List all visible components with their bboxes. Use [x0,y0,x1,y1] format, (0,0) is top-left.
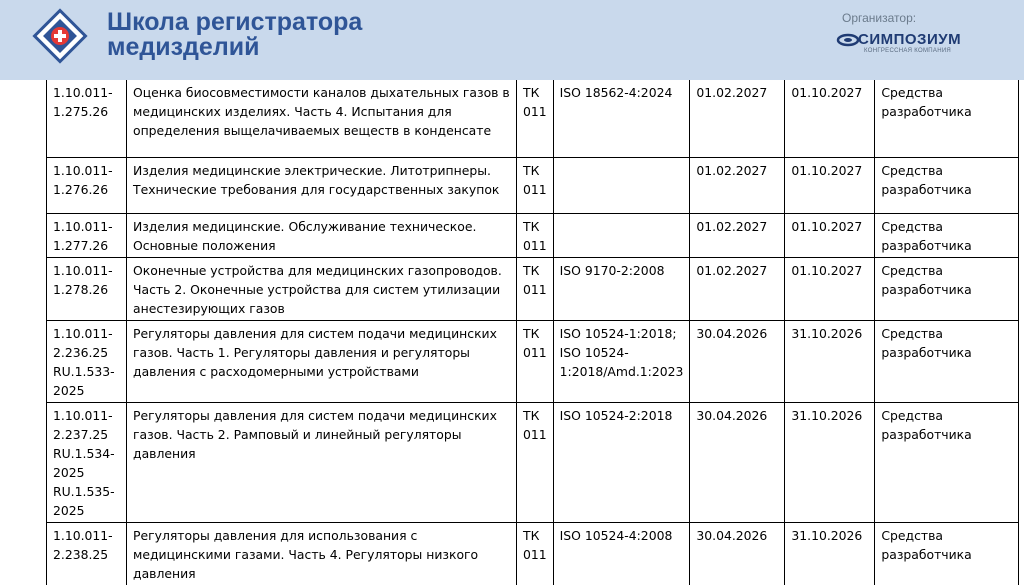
table-row [47,80,1019,157]
code-cell: 1.10.011-2.238.25 [47,522,127,585]
end-date-cell: 31.10.2026 [785,522,875,585]
start-date-cell: 30.04.2026 [690,522,785,585]
code-cell: 1.10.011-1.278.26 [47,257,127,320]
tk-cell: ТК 011 [517,522,554,585]
table-row [47,522,1019,585]
iso-cell [553,157,690,213]
table-row [47,257,1019,320]
iso-cell: ISO 10524-2:2018 [553,402,690,522]
code-cell: 1.10.011-1.277.26 [47,213,127,257]
organizer-label: Организатор: [842,11,917,25]
school-logo-icon [30,6,90,66]
title-cell: Регуляторы давления для систем подачи медицинских газов. Часть 1. Регуляторы давления и регуляторы давления с расходомерными устройствами [127,320,517,402]
start-date-cell: 01.02.2027 [690,213,785,257]
table-body [47,80,1019,585]
iso-cell: ISO 18562-4:2024 [553,80,690,157]
start-date-cell: 01.02.2027 [690,157,785,213]
funding-cell: Средства разработчика [875,320,1019,402]
funding-cell: Средства разработчика [875,257,1019,320]
end-date-cell: 01.10.2027 [785,80,875,157]
table-row [47,320,1019,402]
title-cell: Оценка биосовместимости каналов дыхательных газов в медицинских изделиях. Часть 4. Испытания для определения выщелачиваемых веществ в конденсате [127,80,517,157]
start-date-cell: 01.02.2027 [690,257,785,320]
code-cell: 1.10.011-1.275.26 [47,80,127,157]
title-cell: Изделия медицинские электрические. Литотрипнеры. Технические требования для государственных закупок [127,157,517,213]
table-row [47,402,1019,522]
header-banner [0,0,1024,80]
iso-cell: ISO 10524-4:2008 [553,522,690,585]
end-date-cell: 31.10.2026 [785,320,875,402]
organizer-name: СИМПОЗИУМ [858,31,962,48]
funding-cell: Средства разработчика [875,213,1019,257]
code-cell: 1.10.011-2.236.25 RU.1.533-2025 [47,320,127,402]
start-date-cell: 01.02.2027 [690,80,785,157]
funding-cell: Средства разработчика [875,522,1019,585]
iso-cell: ISO 9170-2:2008 [553,257,690,320]
table-row [47,213,1019,257]
title-cell: Регуляторы давления для систем подачи медицинских газов. Часть 2. Рамповый и линейный регуляторы давления [127,402,517,522]
title-cell: Оконечные устройства для медицинских газопроводов. Часть 2. Оконечные устройства для систем утилизации анестезирующих газов [127,257,517,320]
end-date-cell: 01.10.2027 [785,213,875,257]
page-title: Школа регистратора медизделий [107,8,363,61]
standards-table [46,80,1019,585]
end-date-cell: 01.10.2027 [785,257,875,320]
tk-cell: ТК 011 [517,80,554,157]
funding-cell: Средства разработчика [875,157,1019,213]
iso-cell: ISO 10524-1:2018; ISO 10524-1:2018/Amd.1:2023 [553,320,690,402]
tk-cell: ТК 011 [517,157,554,213]
title-cell: Изделия медицинские. Обслуживание техническое. Основные положения [127,213,517,257]
end-date-cell: 01.10.2027 [785,157,875,213]
funding-cell: Средства разработчика [875,80,1019,157]
start-date-cell: 30.04.2026 [690,402,785,522]
table-row [47,157,1019,213]
organizer-subtitle: КОНГРЕССНАЯ КОМПАНИЯ [864,48,952,54]
tk-cell: ТК 011 [517,402,554,522]
code-cell: 1.10.011-1.276.26 [47,157,127,213]
funding-cell: Средства разработчика [875,402,1019,522]
tk-cell: ТК 011 [517,257,554,320]
code-cell: 1.10.011-2.237.25 RU.1.534-2025 RU.1.535-2025 [47,402,127,522]
title-cell: Регуляторы давления для использования с медицинскими газами. Часть 4. Регуляторы низкого давления [127,522,517,585]
end-date-cell: 31.10.2026 [785,402,875,522]
tk-cell: ТК 011 [517,213,554,257]
start-date-cell: 30.04.2026 [690,320,785,402]
iso-cell [553,213,690,257]
tk-cell: ТК 011 [517,320,554,402]
